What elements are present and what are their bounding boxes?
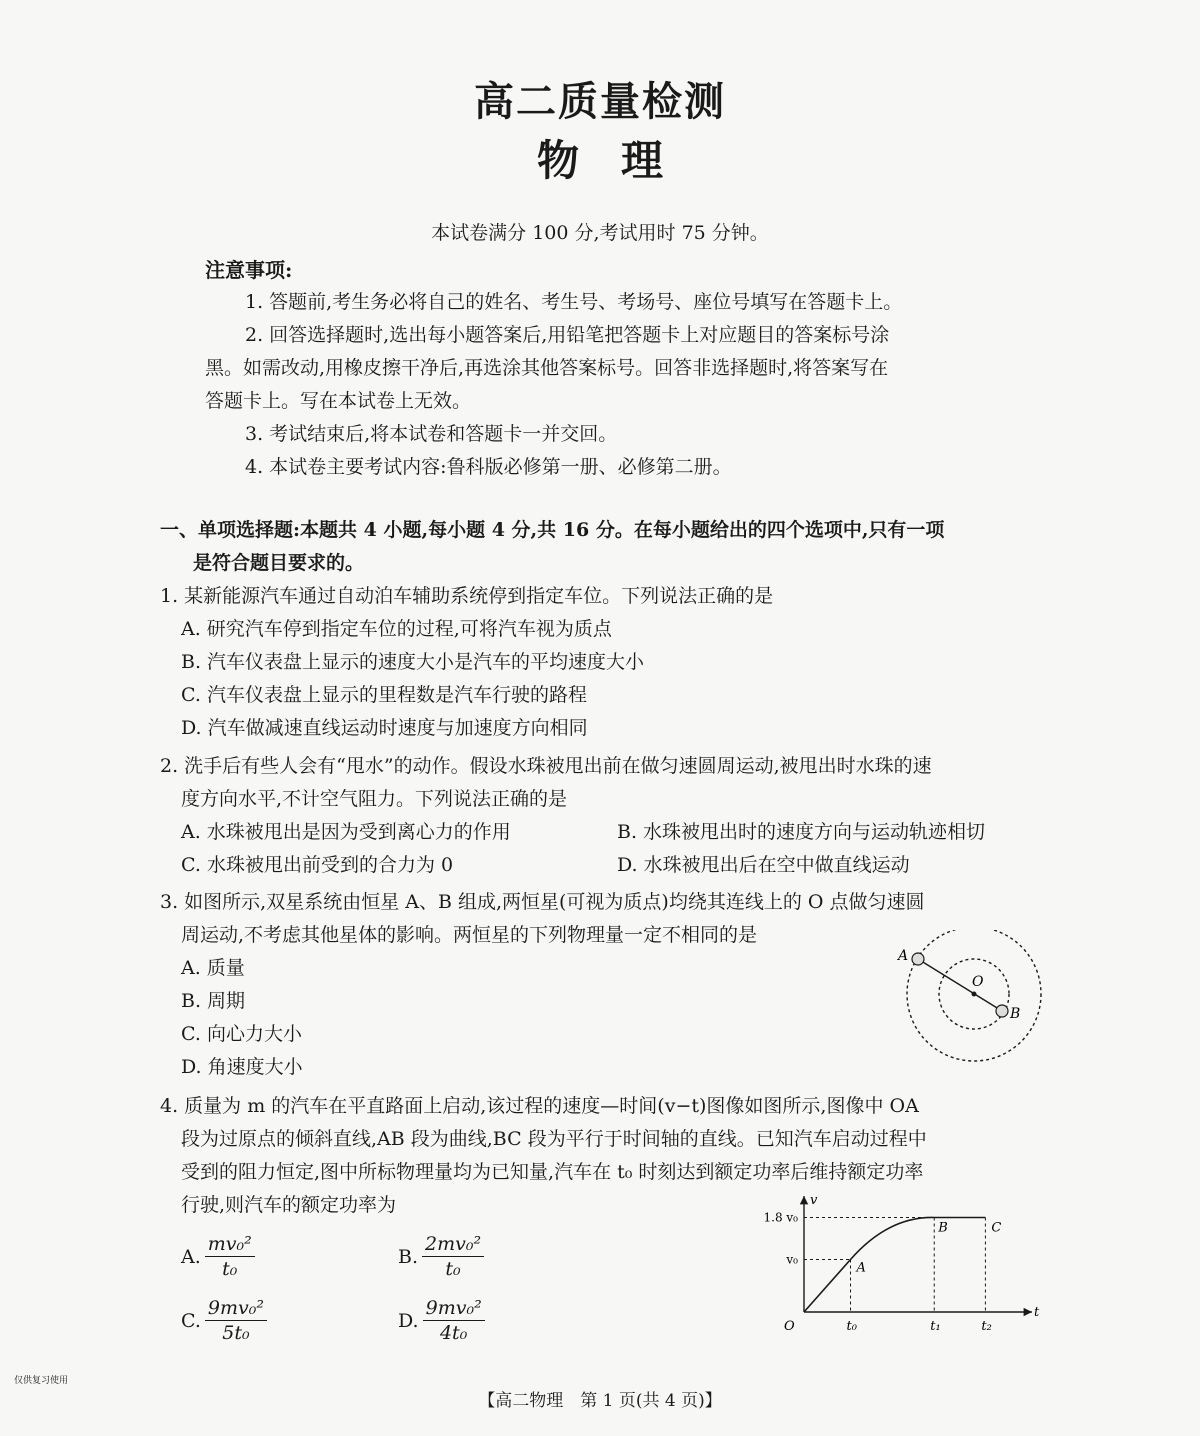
label-b: B — [1010, 1006, 1021, 1022]
option-fraction — [205, 1296, 267, 1345]
option-c: C. 水珠被甩出前受到的合力为 0 — [181, 854, 454, 876]
option-a — [181, 1232, 255, 1281]
option-d: D. 水珠被甩出后在空中做直线运动 — [617, 854, 910, 876]
label-a: A — [898, 948, 909, 964]
point-labels — [856, 1221, 1002, 1276]
option-c: C. 向心力大小 — [181, 1023, 302, 1045]
option-letter: B. — [398, 1245, 419, 1268]
section-heading-line: 是符合题目要求的。 — [193, 552, 365, 574]
question-2 — [160, 750, 1050, 882]
option-fraction — [423, 1296, 485, 1345]
option-fraction — [205, 1232, 255, 1281]
binary-star-figure — [890, 930, 1060, 1070]
fraction-numerator: mv₀² — [205, 1232, 255, 1257]
vt-graph — [756, 1190, 1056, 1335]
fraction-numerator: 9mv₀² — [205, 1296, 267, 1321]
question-stem: 度方向水平,不计空气阻力。下列说法正确的是 — [181, 788, 568, 810]
option-b — [398, 1232, 484, 1281]
option-d — [398, 1296, 485, 1345]
fraction-denominator: 4t₀ — [439, 1322, 468, 1344]
option-letter: D. — [398, 1309, 419, 1332]
notice-item: 答题卡上。写在本试卷上无效。 — [205, 390, 472, 412]
fraction-numerator: 2mv₀² — [422, 1232, 484, 1257]
question-stem: 1. 某新能源汽车通过自动泊车辅助系统停到指定车位。下列说法正确的是 — [160, 585, 774, 607]
option-b: B. 水珠被甩出时的速度方向与运动轨迹相切 — [617, 821, 986, 843]
question-stem: 2. 洗手后有些人会有“甩水”的动作。假设水珠被甩出前在做匀速圆周运动,被甩出时水珠的速 — [160, 755, 932, 777]
option-a: A. 质量 — [181, 957, 245, 979]
option-a: A. 研究汽车停到指定车位的过程,可将汽车视为质点 — [181, 618, 612, 640]
x-tick-label: O — [784, 1319, 795, 1334]
option-letter: C. — [181, 1309, 201, 1332]
section-heading — [160, 514, 1050, 580]
guide-lines — [804, 1218, 985, 1313]
option-d: D. 汽车做减速直线运动时速度与加速度方向相同 — [181, 717, 588, 739]
question-stem: 行驶,则汽车的额定功率为 — [181, 1194, 397, 1216]
option-b: B. 汽车仪表盘上显示的速度大小是汽车的平均速度大小 — [181, 651, 645, 673]
question-1 — [160, 580, 1050, 745]
question-stem: 4. 质量为 m 的汽车在平直路面上启动,该过程的速度—时间(v−t)图像如图所示,图像中 OA — [160, 1095, 919, 1117]
option-c: C. 汽车仪表盘上显示的里程数是汽车行驶的路程 — [181, 684, 587, 706]
x-tick-label: t₂ — [981, 1319, 992, 1334]
y-tick-label: v₀ — [786, 1252, 798, 1267]
watermark-stamp: 仅供复习使用 — [14, 1376, 69, 1386]
point-label: B — [938, 1220, 948, 1236]
star-b — [996, 1005, 1008, 1017]
exam-intro: 本试卷满分 100 分,考试用时 75 分钟。 — [431, 222, 769, 244]
fraction-denominator: t₀ — [222, 1258, 238, 1280]
x-tick-label: t₁ — [930, 1319, 941, 1334]
x-tick-label: t₀ — [846, 1319, 857, 1334]
notice-item: 4. 本试卷主要考试内容:鲁科版必修第一册、必修第二册。 — [245, 456, 732, 478]
option-d: D. 角速度大小 — [181, 1056, 303, 1078]
exam-title: 高二质量检测 — [474, 78, 726, 125]
question-stem: 受到的阻力恒定,图中所标物理量均为已知量,汽车在 t₀ 时刻达到额定功率后维持额定功率 — [181, 1161, 924, 1183]
fraction-numerator: 9mv₀² — [423, 1296, 485, 1321]
option-fraction — [422, 1232, 484, 1281]
notice-list — [205, 286, 1005, 484]
option-a: A. 水珠被甩出是因为受到离心力的作用 — [181, 821, 511, 843]
star-connecting-line — [918, 959, 1002, 1011]
point-label: A — [856, 1260, 866, 1276]
velocity-curve — [804, 1217, 985, 1312]
option-b: B. 周期 — [181, 990, 246, 1012]
notice-item: 1. 答题前,考生务必将自己的姓名、考生号、考场号、座位号填写在答题卡上。 — [245, 291, 903, 313]
notice-heading: 注意事项: — [205, 258, 293, 282]
star-a — [912, 953, 924, 965]
notice-item: 黑。如需改动,用橡皮擦干净后,再选涂其他答案标号。回答非选择题时,将答案写在 — [205, 357, 889, 379]
question-stem: 3. 如图所示,双星系统由恒星 A、B 组成,两恒星(可视为质点)均绕其连线上的 O 点做匀速圆 — [160, 891, 925, 913]
option-letter: A. — [181, 1245, 201, 1268]
section-heading-line: 一、单项选择题:本题共 4 小题,每小题 4 分,共 16 分。在每小题给出的四个选项中,只有一项 — [160, 519, 945, 541]
fraction-denominator: 5t₀ — [222, 1322, 250, 1344]
notice-item: 2. 回答选择题时,选出每小题答案后,用铅笔把答题卡上对应题目的答案标号涂 — [245, 324, 890, 346]
question-stem: 段为过原点的倾斜直线,AB 段为曲线,BC 段为平行于时间轴的直线。已知汽车启动过程中 — [181, 1128, 927, 1150]
fraction-denominator: t₀ — [445, 1258, 461, 1280]
question-stem: 周运动,不考虑其他星体的影响。两恒星的下列物理量一定不相同的是 — [181, 924, 758, 946]
tick-labels — [764, 1211, 992, 1335]
notice-item: 3. 考试结束后,将本试卷和答题卡一并交回。 — [245, 423, 618, 445]
y-tick-label: 1.8 v₀ — [763, 1210, 798, 1225]
y-axis-label: v — [810, 1193, 818, 1208]
point-label: C — [991, 1220, 1002, 1236]
option-c — [181, 1296, 267, 1345]
center-point-o — [972, 992, 977, 997]
label-o: O — [972, 974, 984, 990]
x-axis-label: t — [1034, 1305, 1040, 1320]
exam-subject: 物 理 — [536, 136, 663, 185]
page-footer: 【高二物理 第 1 页(共 4 页)】 — [478, 1391, 722, 1411]
